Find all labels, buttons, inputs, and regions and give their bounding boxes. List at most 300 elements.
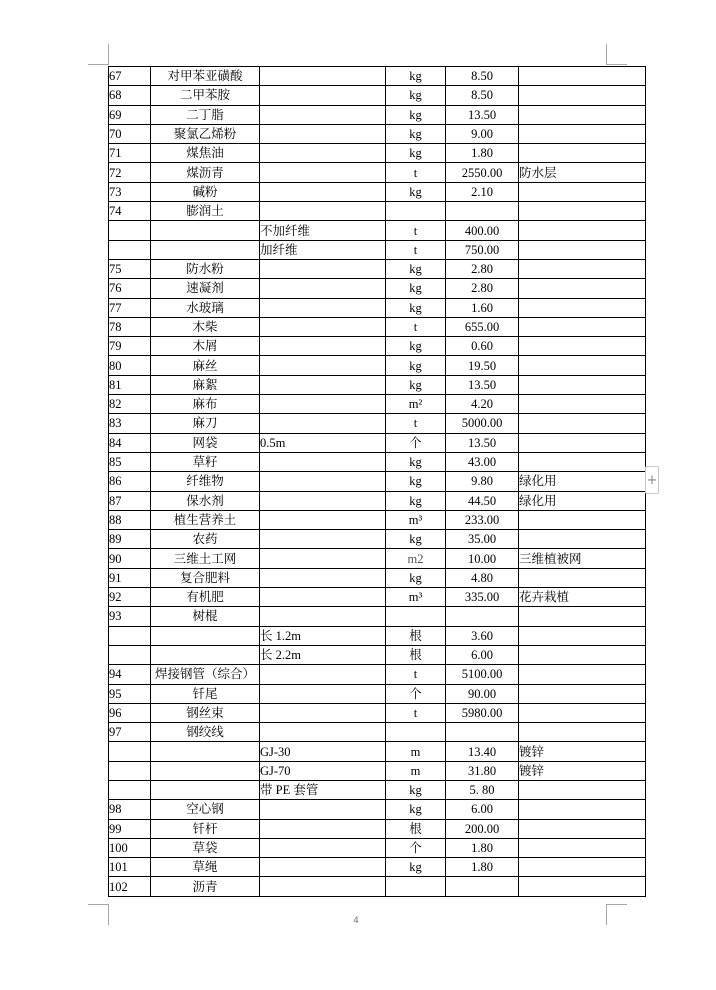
cell-unit: 根 <box>386 819 446 838</box>
cell-material-name: 网袋 <box>151 433 260 452</box>
cell-unit <box>386 723 446 742</box>
cell-price: 13.50 <box>446 105 519 124</box>
cell-note <box>519 182 646 201</box>
cell-note <box>519 433 646 452</box>
table-row <box>109 742 646 761</box>
cell-price: 5100.00 <box>446 665 519 684</box>
cell-spec <box>260 395 386 414</box>
cell-price: 13.50 <box>446 375 519 394</box>
table-row <box>109 105 646 124</box>
cell-material-name: 有机肥 <box>151 588 260 607</box>
cell-material-name: 速凝剂 <box>151 279 260 298</box>
cell-material-name <box>151 780 260 799</box>
cell-unit: kg <box>386 472 446 491</box>
cell-item-no: 70 <box>109 124 151 143</box>
cell-spec <box>260 665 386 684</box>
cell-material-name: 保水剂 <box>151 491 260 510</box>
table-row <box>109 375 646 394</box>
cell-note <box>519 858 646 877</box>
cell-unit: kg <box>386 182 446 201</box>
cell-note: 绿化用 <box>519 491 646 510</box>
cell-note: 绿化用 <box>519 472 646 491</box>
cell-price: 5980.00 <box>446 703 519 722</box>
table-row <box>109 414 646 433</box>
cell-item-no: 91 <box>109 568 151 587</box>
cell-unit: kg <box>386 491 446 510</box>
cell-spec <box>260 491 386 510</box>
cell-price: 4.80 <box>446 568 519 587</box>
table-row <box>109 472 646 491</box>
cell-spec <box>260 549 386 568</box>
cell-material-name: 麻丝 <box>151 356 260 375</box>
cell-note <box>519 317 646 336</box>
table-row <box>109 530 646 549</box>
cell-spec: GJ-70 <box>260 761 386 780</box>
cell-price: 6.00 <box>446 800 519 819</box>
cell-item-no: 101 <box>109 858 151 877</box>
table-row <box>109 626 646 645</box>
table-row <box>109 665 646 684</box>
table-row <box>109 317 646 336</box>
cell-note <box>519 298 646 317</box>
cell-material-name: 植生营养土 <box>151 510 260 529</box>
cell-price: 35.00 <box>446 530 519 549</box>
table-row <box>109 723 646 742</box>
cell-unit: kg <box>386 375 446 394</box>
cell-item-no: 97 <box>109 723 151 742</box>
table-row <box>109 202 646 221</box>
cell-note <box>519 221 646 240</box>
cell-note <box>519 414 646 433</box>
cell-material-name: 树棍 <box>151 607 260 626</box>
cell-note <box>519 67 646 86</box>
cell-unit: m <box>386 761 446 780</box>
cell-spec <box>260 124 386 143</box>
table-row <box>109 703 646 722</box>
cell-spec <box>260 838 386 857</box>
cell-note <box>519 144 646 163</box>
cell-item-no: 68 <box>109 86 151 105</box>
cell-spec <box>260 298 386 317</box>
cell-unit: kg <box>386 298 446 317</box>
cell-spec <box>260 684 386 703</box>
cell-price: 4.20 <box>446 395 519 414</box>
cell-price: 9.00 <box>446 124 519 143</box>
cell-price: 6.00 <box>446 645 519 664</box>
cell-unit: kg <box>386 279 446 298</box>
table-row <box>109 259 646 278</box>
cell-spec: 0.5m <box>260 433 386 452</box>
cell-price: 200.00 <box>446 819 519 838</box>
cell-spec <box>260 858 386 877</box>
cell-material-name <box>151 221 260 240</box>
cell-unit <box>386 202 446 221</box>
cell-spec <box>260 877 386 896</box>
cell-note: 花卉栽植 <box>519 588 646 607</box>
cell-unit: kg <box>386 67 446 86</box>
cell-unit: 根 <box>386 645 446 664</box>
table-row <box>109 588 646 607</box>
cell-unit: m² <box>386 395 446 414</box>
cell-item-no: 71 <box>109 144 151 163</box>
cell-item-no: 100 <box>109 838 151 857</box>
cell-spec: 长 1.2m <box>260 626 386 645</box>
cell-spec: 加纤维 <box>260 240 386 259</box>
cell-material-name: 草籽 <box>151 452 260 471</box>
cell-price: 90.00 <box>446 684 519 703</box>
cell-price: 19.50 <box>446 356 519 375</box>
cell-material-name: 碱粉 <box>151 182 260 201</box>
page-corner-mark-bottom-left <box>88 904 109 925</box>
cell-unit: t <box>386 163 446 182</box>
cell-material-name: 草绳 <box>151 858 260 877</box>
cell-item-no: 77 <box>109 298 151 317</box>
cell-unit: kg <box>386 568 446 587</box>
cell-item-no: 102 <box>109 877 151 896</box>
cell-material-name: 麻刀 <box>151 414 260 433</box>
table-row <box>109 819 646 838</box>
cell-spec <box>260 144 386 163</box>
cell-unit: kg <box>386 530 446 549</box>
cell-material-name: 煤沥青 <box>151 163 260 182</box>
cell-note <box>519 723 646 742</box>
cell-price: 31.80 <box>446 761 519 780</box>
cell-note <box>519 86 646 105</box>
cell-material-name: 钎尾 <box>151 684 260 703</box>
cell-material-name: 木屑 <box>151 337 260 356</box>
cell-note: 镀锌 <box>519 761 646 780</box>
table-row <box>109 221 646 240</box>
cell-price: 1.80 <box>446 144 519 163</box>
cell-note <box>519 568 646 587</box>
cell-note: 防水层 <box>519 163 646 182</box>
cell-item-no: 93 <box>109 607 151 626</box>
cell-item-no <box>109 626 151 645</box>
cell-unit <box>386 607 446 626</box>
cell-spec: 不加纤维 <box>260 221 386 240</box>
cell-unit: t <box>386 240 446 259</box>
cell-item-no: 94 <box>109 665 151 684</box>
cell-spec <box>260 703 386 722</box>
cell-unit: 个 <box>386 684 446 703</box>
cell-item-no: 81 <box>109 375 151 394</box>
cell-unit: kg <box>386 124 446 143</box>
cell-unit: kg <box>386 356 446 375</box>
cell-unit: kg <box>386 259 446 278</box>
cell-unit: kg <box>386 105 446 124</box>
cell-note <box>519 645 646 664</box>
cell-price: 5000.00 <box>446 414 519 433</box>
cell-item-no <box>109 780 151 799</box>
cell-price: 2550.00 <box>446 163 519 182</box>
cell-spec <box>260 530 386 549</box>
cell-price: 3.60 <box>446 626 519 645</box>
cell-price: 750.00 <box>446 240 519 259</box>
cell-price: 1.60 <box>446 298 519 317</box>
cell-note <box>519 800 646 819</box>
cell-note <box>519 877 646 896</box>
page-corner-mark-top-right <box>606 44 627 65</box>
cell-material-name <box>151 761 260 780</box>
cell-item-no <box>109 240 151 259</box>
table-row <box>109 838 646 857</box>
cell-price: 5. 80 <box>446 780 519 799</box>
table-row <box>109 645 646 664</box>
table-row <box>109 433 646 452</box>
cell-note <box>519 703 646 722</box>
cell-unit: kg <box>386 144 446 163</box>
cell-price <box>446 607 519 626</box>
cell-material-name: 钢丝束 <box>151 703 260 722</box>
cell-spec: 带 PE 套管 <box>260 780 386 799</box>
cell-item-no: 79 <box>109 337 151 356</box>
cell-price: 8.50 <box>446 86 519 105</box>
cell-note <box>519 259 646 278</box>
cell-unit: t <box>386 317 446 336</box>
cell-spec <box>260 568 386 587</box>
cell-price: 400.00 <box>446 221 519 240</box>
cell-spec <box>260 414 386 433</box>
cell-price: 8.50 <box>446 67 519 86</box>
page-number: 4 <box>353 916 359 926</box>
cell-spec: 长 2.2m <box>260 645 386 664</box>
cell-note <box>519 780 646 799</box>
cell-note <box>519 684 646 703</box>
table-row <box>109 124 646 143</box>
cell-material-name <box>151 742 260 761</box>
cell-material-name: 沥青 <box>151 877 260 896</box>
cell-material-name <box>151 645 260 664</box>
cell-unit: kg <box>386 780 446 799</box>
cell-material-name: 农药 <box>151 530 260 549</box>
cell-unit: 个 <box>386 838 446 857</box>
cell-item-no <box>109 761 151 780</box>
cell-price: 655.00 <box>446 317 519 336</box>
table-row <box>109 67 646 86</box>
cell-note <box>519 279 646 298</box>
table-row <box>109 298 646 317</box>
cell-spec <box>260 67 386 86</box>
cell-price: 2.80 <box>446 279 519 298</box>
cell-note <box>519 356 646 375</box>
cell-price <box>446 202 519 221</box>
cell-unit: t <box>386 414 446 433</box>
cell-price: 2.80 <box>446 259 519 278</box>
cell-spec <box>260 259 386 278</box>
cell-unit: m <box>386 742 446 761</box>
table-row <box>109 549 646 568</box>
cell-item-no: 99 <box>109 819 151 838</box>
cell-item-no: 92 <box>109 588 151 607</box>
table-row <box>109 607 646 626</box>
cell-spec <box>260 588 386 607</box>
cell-spec <box>260 819 386 838</box>
cell-unit: kg <box>386 800 446 819</box>
cell-price: 13.40 <box>446 742 519 761</box>
cell-unit: t <box>386 665 446 684</box>
cell-spec <box>260 452 386 471</box>
cell-price: 13.50 <box>446 433 519 452</box>
cell-material-name: 钢绞线 <box>151 723 260 742</box>
cell-spec <box>260 163 386 182</box>
cell-unit: kg <box>386 86 446 105</box>
cell-unit: kg <box>386 858 446 877</box>
cell-spec <box>260 800 386 819</box>
cell-note <box>519 124 646 143</box>
add-row-button[interactable]: + <box>645 466 659 494</box>
cell-unit: m³ <box>386 588 446 607</box>
cell-material-name: 麻布 <box>151 395 260 414</box>
cell-item-no <box>109 645 151 664</box>
table-row <box>109 452 646 471</box>
table-row <box>109 877 646 896</box>
cell-note: 三维植被网 <box>519 549 646 568</box>
cell-item-no: 74 <box>109 202 151 221</box>
cell-material-name: 聚氯乙烯粉 <box>151 124 260 143</box>
cell-price: 1.80 <box>446 838 519 857</box>
cell-price: 10.00 <box>446 549 519 568</box>
cell-note <box>519 105 646 124</box>
cell-unit: kg <box>386 452 446 471</box>
table-row <box>109 780 646 799</box>
cell-spec <box>260 607 386 626</box>
cell-material-name: 麻絮 <box>151 375 260 394</box>
cell-note <box>519 337 646 356</box>
cell-item-no: 87 <box>109 491 151 510</box>
table-row <box>109 182 646 201</box>
cell-note <box>519 530 646 549</box>
cell-item-no: 75 <box>109 259 151 278</box>
cell-material-name: 草袋 <box>151 838 260 857</box>
table-row <box>109 800 646 819</box>
cell-item-no: 73 <box>109 182 151 201</box>
cell-material-name: 二甲苯胺 <box>151 86 260 105</box>
cell-item-no: 69 <box>109 105 151 124</box>
table-body <box>109 67 646 897</box>
cell-item-no <box>109 221 151 240</box>
cell-spec <box>260 86 386 105</box>
cell-item-no: 89 <box>109 530 151 549</box>
table-row <box>109 337 646 356</box>
cell-spec <box>260 279 386 298</box>
cell-unit: t <box>386 703 446 722</box>
cell-price: 44.50 <box>446 491 519 510</box>
cell-note <box>519 240 646 259</box>
cell-price: 9.80 <box>446 472 519 491</box>
table-row <box>109 163 646 182</box>
table-row <box>109 356 646 375</box>
cell-item-no: 80 <box>109 356 151 375</box>
table-row <box>109 491 646 510</box>
cell-spec <box>260 356 386 375</box>
cell-item-no: 96 <box>109 703 151 722</box>
cell-note <box>519 452 646 471</box>
cell-note <box>519 607 646 626</box>
cell-spec <box>260 317 386 336</box>
cell-note <box>519 819 646 838</box>
cell-note <box>519 665 646 684</box>
cell-spec <box>260 105 386 124</box>
table-row <box>109 568 646 587</box>
cell-item-no <box>109 742 151 761</box>
cell-item-no: 67 <box>109 67 151 86</box>
cell-price <box>446 723 519 742</box>
cell-material-name: 钎杆 <box>151 819 260 838</box>
cell-note <box>519 510 646 529</box>
cell-material-name: 煤焦油 <box>151 144 260 163</box>
cell-price: 43.00 <box>446 452 519 471</box>
cell-note <box>519 375 646 394</box>
cell-unit: 个 <box>386 433 446 452</box>
cell-item-no: 82 <box>109 395 151 414</box>
cell-unit: t <box>386 221 446 240</box>
table-row <box>109 684 646 703</box>
table-row <box>109 761 646 780</box>
cell-item-no: 78 <box>109 317 151 336</box>
cell-spec <box>260 723 386 742</box>
cell-spec <box>260 510 386 529</box>
cell-note <box>519 838 646 857</box>
table-row <box>109 395 646 414</box>
cell-material-name: 膨润土 <box>151 202 260 221</box>
cell-material-name <box>151 626 260 645</box>
table-row <box>109 240 646 259</box>
cell-note <box>519 202 646 221</box>
cell-price: 1.80 <box>446 858 519 877</box>
cell-price: 233.00 <box>446 510 519 529</box>
cell-price: 0.60 <box>446 337 519 356</box>
cell-unit: m³ <box>386 510 446 529</box>
cell-unit: 根 <box>386 626 446 645</box>
cell-unit <box>386 877 446 896</box>
cell-item-no: 85 <box>109 452 151 471</box>
cell-note <box>519 395 646 414</box>
cell-material-name: 水玻璃 <box>151 298 260 317</box>
cell-material-name: 木柴 <box>151 317 260 336</box>
cell-price: 2.10 <box>446 182 519 201</box>
cell-item-no: 76 <box>109 279 151 298</box>
cell-material-name: 空心钢 <box>151 800 260 819</box>
cell-spec <box>260 472 386 491</box>
cell-item-no: 90 <box>109 549 151 568</box>
cell-spec <box>260 202 386 221</box>
cell-material-name: 三维土工网 <box>151 549 260 568</box>
cell-item-no: 86 <box>109 472 151 491</box>
cell-price: 335.00 <box>446 588 519 607</box>
cell-item-no: 95 <box>109 684 151 703</box>
table-row <box>109 279 646 298</box>
cell-spec <box>260 182 386 201</box>
cell-material-name <box>151 240 260 259</box>
cell-spec <box>260 375 386 394</box>
cell-item-no: 72 <box>109 163 151 182</box>
cell-item-no: 84 <box>109 433 151 452</box>
cell-item-no: 83 <box>109 414 151 433</box>
table-row <box>109 858 646 877</box>
cell-item-no: 88 <box>109 510 151 529</box>
cell-material-name: 纤维物 <box>151 472 260 491</box>
cell-note <box>519 626 646 645</box>
page-corner-mark-top-left <box>88 44 109 65</box>
cell-material-name: 二丁脂 <box>151 105 260 124</box>
table-row <box>109 86 646 105</box>
table-row <box>109 144 646 163</box>
cell-unit: kg <box>386 337 446 356</box>
material-price-table <box>108 66 646 897</box>
cell-item-no: 98 <box>109 800 151 819</box>
cell-spec: GJ-30 <box>260 742 386 761</box>
cell-material-name: 焊接钢管（综合） <box>151 665 260 684</box>
